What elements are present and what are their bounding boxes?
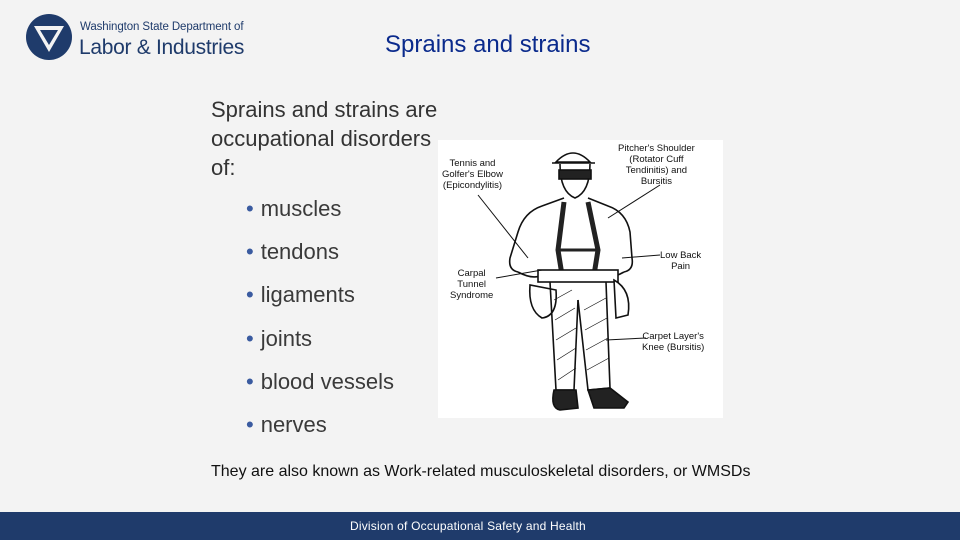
bullet-icon: •	[246, 325, 254, 351]
bullet-icon: •	[246, 239, 254, 265]
bullet-text: ligaments	[260, 282, 355, 308]
list-item	[246, 239, 394, 282]
bullet-icon: •	[246, 196, 254, 221]
bullet-icon: •	[246, 282, 254, 308]
summary-text: They are also known as Work-related musculoskeletal disorders, or WMSDs	[211, 463, 751, 480]
bullet-text: tendons	[260, 239, 339, 265]
label-pitchers-shoulder: Pitcher's Shoulder (Rotator Cuff Tendinitis) and Bursitis	[618, 143, 695, 187]
bullet-icon: •	[246, 411, 254, 437]
bullet-text: muscles	[260, 196, 342, 221]
division-name: Division of Occupational Safety and Health	[350, 519, 586, 533]
slide-title: Sprains and strains	[385, 31, 591, 58]
lni-logo	[24, 12, 254, 62]
list-item	[246, 326, 394, 369]
list-item	[246, 196, 394, 239]
bullet-text: nerves	[260, 411, 327, 437]
label-tennis-elbow: Tennis and Golfer's Elbow (Epicondylitis)	[442, 158, 503, 191]
label-carpet-knee: Carpet Layer's Knee (Bursitis)	[642, 331, 705, 353]
label-carpal-tunnel: Carpal Tunnel Syndrome	[450, 268, 494, 301]
list-item	[246, 369, 394, 412]
bullet-list	[246, 196, 394, 455]
logo-line2: Labor & Industries	[79, 36, 245, 59]
list-item	[246, 412, 394, 455]
logo-line1: Washington State Department of	[80, 21, 244, 33]
label-low-back: Low Back Pain	[660, 250, 702, 272]
intro-text: Sprains and strains are occupational disorders of:	[211, 97, 438, 180]
bullet-text: joints	[260, 325, 313, 351]
list-item	[246, 282, 394, 325]
worker-illustration	[438, 140, 723, 418]
lni-logo-mark-icon	[24, 12, 74, 62]
bullet-icon: •	[246, 368, 254, 394]
bullet-text: blood vessels	[260, 368, 395, 394]
footer-bar	[0, 512, 960, 540]
